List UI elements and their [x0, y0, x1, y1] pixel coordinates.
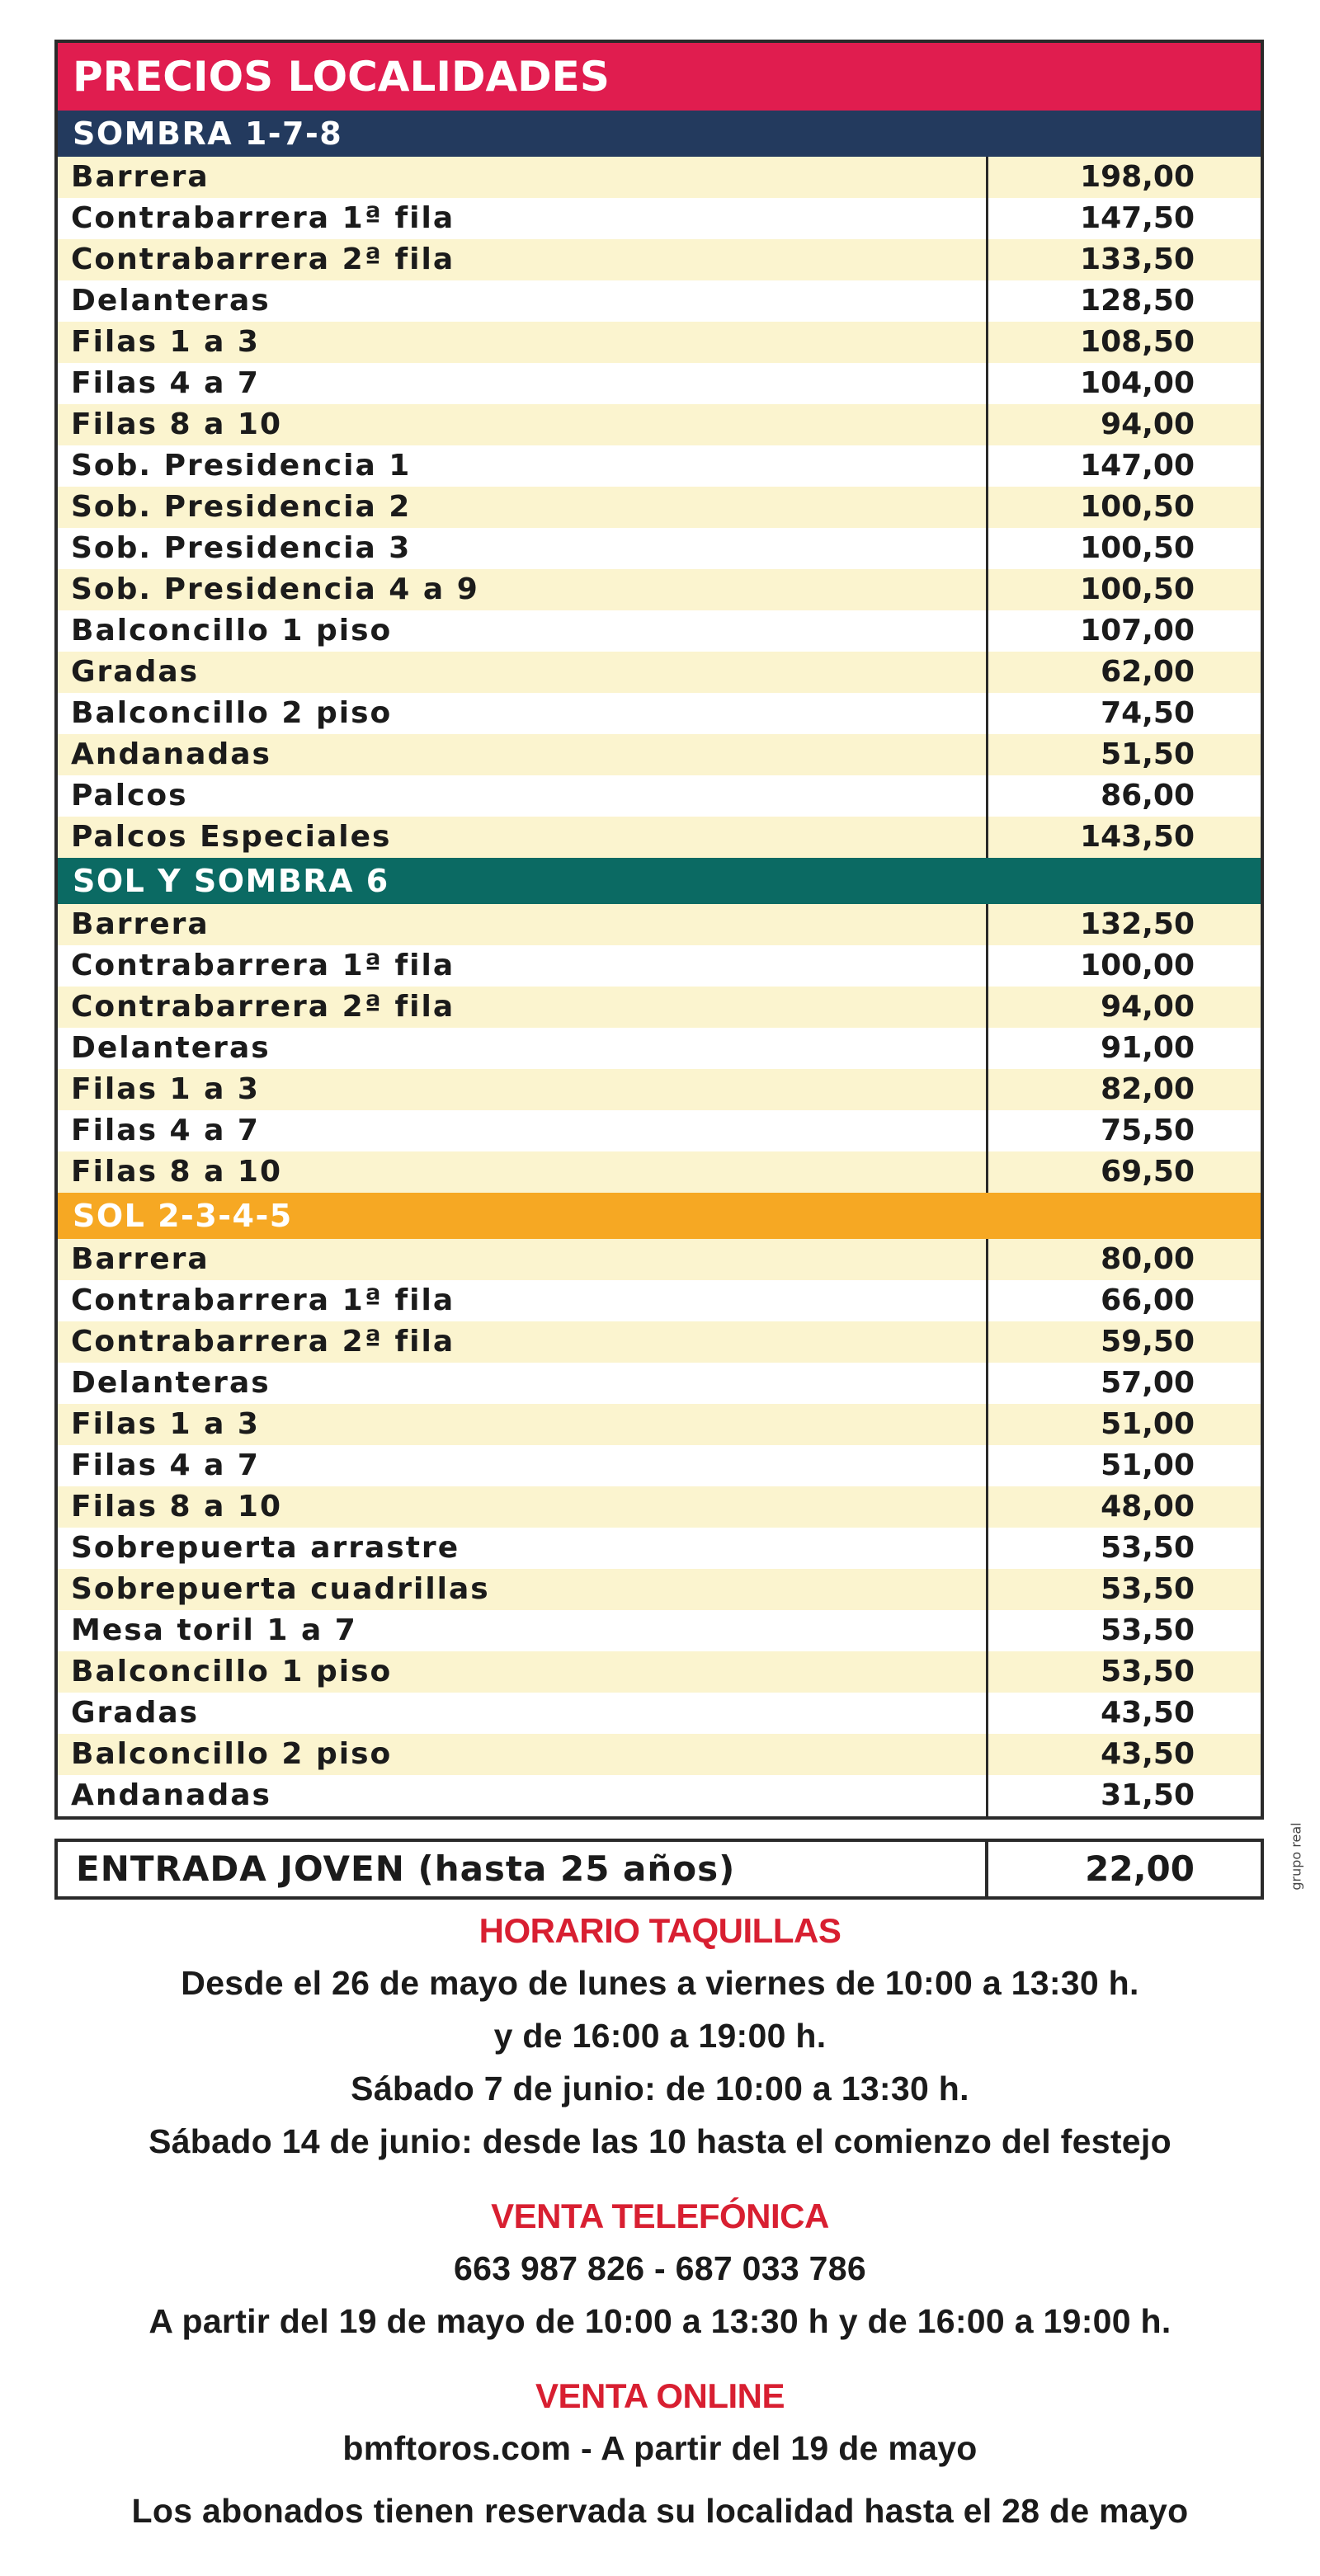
seat-price: 74,50 [1101, 696, 1195, 730]
seat-type: Sob. Presidencia 1 [58, 445, 988, 487]
price-row [58, 1110, 1261, 1151]
seat-type: Contrabarrera 1ª fila [58, 945, 988, 987]
side-credit [1284, 1811, 1308, 1901]
seat-type: Sobrepuerta cuadrillas [58, 1569, 988, 1610]
seat-type: Filas 1 a 3 [58, 322, 988, 363]
sales-info [0, 1905, 1320, 2537]
price-row [58, 945, 1261, 987]
price-row [58, 1280, 1261, 1321]
seat-price: 43,50 [1101, 1737, 1195, 1771]
seat-type: Delanteras [58, 280, 988, 322]
seat-price: 100,50 [1080, 531, 1195, 565]
seat-price: 66,00 [1101, 1283, 1195, 1317]
table-body [58, 111, 1261, 1816]
price-row [58, 1775, 1261, 1816]
seat-price: 51,00 [1101, 1407, 1195, 1441]
phone-sales-heading: VENTA TELEFÓNICA [491, 2197, 829, 2235]
price-row [58, 528, 1261, 569]
price-row [58, 1151, 1261, 1193]
seat-price: 100,00 [1080, 949, 1195, 982]
seat-type: Contrabarrera 2ª fila [58, 239, 988, 280]
seat-price: 82,00 [1101, 1072, 1195, 1106]
seat-type: Mesa toril 1 a 7 [58, 1610, 988, 1651]
seat-price: 147,00 [1080, 449, 1195, 483]
price-row [58, 1321, 1261, 1363]
price-row [58, 1445, 1261, 1486]
price-row [58, 1028, 1261, 1069]
price-row [58, 1610, 1261, 1651]
seat-price: 198,00 [1080, 160, 1195, 194]
seat-type: Sob. Presidencia 4 a 9 [58, 569, 988, 610]
phone-numbers: 663 987 826 - 687 033 786 [454, 2249, 866, 2287]
seat-type: Sobrepuerta arrastre [58, 1528, 988, 1569]
seat-type: Sob. Presidencia 3 [58, 528, 988, 569]
seat-price: 53,50 [1101, 1572, 1195, 1606]
price-row [58, 1693, 1261, 1734]
seat-price: 75,50 [1101, 1114, 1195, 1147]
price-row [58, 652, 1261, 693]
price-row [58, 904, 1261, 945]
price-row [58, 1239, 1261, 1280]
subscriber-note: Los abonados tienen reservada su localidad hasta el 28 de mayo [131, 2492, 1189, 2530]
price-row [58, 1651, 1261, 1693]
seat-type: Andanadas [58, 734, 988, 775]
seat-price: 31,50 [1101, 1778, 1195, 1812]
seat-price: 51,50 [1101, 737, 1195, 771]
seat-type: Filas 4 a 7 [58, 1110, 988, 1151]
box-office-heading: HORARIO TAQUILLAS [478, 1911, 842, 1950]
credit-text: grupo real [1288, 1822, 1304, 1891]
box-office-line: Desde el 26 de mayo de lunes a viernes de 10:00 a 13:30 h. [181, 1964, 1139, 2002]
seat-price: 107,00 [1080, 614, 1195, 648]
price-row [58, 775, 1261, 817]
seat-price: 132,50 [1080, 907, 1195, 941]
seat-price: 94,00 [1101, 407, 1195, 441]
price-row [58, 1734, 1261, 1775]
section-header: SOMBRA 1-7-8 [58, 111, 1261, 157]
seat-price: 100,50 [1080, 490, 1195, 524]
seat-type: Sob. Presidencia 2 [58, 487, 988, 528]
box-office-line: Sábado 14 de junio: desde las 10 hasta el comienzo del festejo [148, 2122, 1172, 2160]
seat-type: Filas 1 a 3 [58, 1404, 988, 1445]
price-row [58, 1404, 1261, 1445]
seat-price: 62,00 [1101, 655, 1195, 689]
seat-price: 128,50 [1080, 284, 1195, 318]
seat-price: 143,50 [1080, 820, 1195, 854]
price-row [58, 569, 1261, 610]
seat-price: 80,00 [1101, 1242, 1195, 1276]
seat-price: 53,50 [1101, 1655, 1195, 1688]
section-header: SOL 2-3-4-5 [58, 1193, 1261, 1239]
price-row [58, 239, 1261, 280]
seat-type: Filas 4 a 7 [58, 363, 988, 404]
seat-type: Balconcillo 1 piso [58, 1651, 988, 1693]
price-row [58, 734, 1261, 775]
price-row [58, 987, 1261, 1028]
seat-type: Contrabarrera 2ª fila [58, 987, 988, 1028]
price-row [58, 1069, 1261, 1110]
seat-price: 147,50 [1080, 201, 1195, 235]
price-row [58, 445, 1261, 487]
seat-price: 57,00 [1101, 1366, 1195, 1400]
seat-price: 91,00 [1101, 1031, 1195, 1065]
youth-ticket-label: ENTRADA JOVEN (hasta 25 años) [58, 1842, 988, 1896]
seat-type: Barrera [58, 157, 988, 198]
price-row [58, 487, 1261, 528]
seat-price: 59,50 [1101, 1325, 1195, 1359]
seat-price: 53,50 [1101, 1531, 1195, 1565]
seat-type: Gradas [58, 1693, 988, 1734]
seat-price: 51,00 [1101, 1448, 1195, 1482]
price-row [58, 363, 1261, 404]
seat-type: Delanteras [58, 1028, 988, 1069]
seat-type: Balconcillo 1 piso [58, 610, 988, 652]
section-header: SOL Y SOMBRA 6 [58, 858, 1261, 904]
seat-price: 94,00 [1101, 990, 1195, 1024]
seat-price: 43,50 [1101, 1696, 1195, 1730]
seat-type: Balconcillo 2 piso [58, 1734, 988, 1775]
price-row [58, 1363, 1261, 1404]
price-row [58, 1486, 1261, 1528]
youth-ticket-box [54, 1839, 1264, 1900]
box-office-line: y de 16:00 a 19:00 h. [493, 2017, 827, 2055]
price-row [58, 404, 1261, 445]
price-row [58, 693, 1261, 734]
seat-type: Palcos Especiales [58, 817, 988, 858]
price-row [58, 1528, 1261, 1569]
price-table [54, 40, 1264, 1820]
price-row [58, 1569, 1261, 1610]
seat-type: Gradas [58, 652, 988, 693]
seat-type: Barrera [58, 904, 988, 945]
price-row [58, 817, 1261, 858]
price-row [58, 610, 1261, 652]
seat-type: Filas 1 a 3 [58, 1069, 988, 1110]
phone-sales-hours: A partir del 19 de mayo de 10:00 a 13:30 h y de 16:00 a 19:00 h. [148, 2302, 1172, 2340]
seat-price: 133,50 [1080, 243, 1195, 276]
seat-price: 108,50 [1080, 325, 1195, 359]
seat-type: Delanteras [58, 1363, 988, 1404]
seat-type: Balconcillo 2 piso [58, 693, 988, 734]
seat-price: 100,50 [1080, 572, 1195, 606]
seat-type: Filas 4 a 7 [58, 1445, 988, 1486]
seat-type: Andanadas [58, 1775, 988, 1816]
seat-price: 104,00 [1080, 366, 1195, 400]
box-office-line: Sábado 7 de junio: de 10:00 a 13:30 h. [351, 2070, 969, 2107]
seat-type: Barrera [58, 1239, 988, 1280]
youth-ticket-price: 22,00 [1085, 1848, 1195, 1889]
table-title: PRECIOS LOCALIDADES [58, 43, 1261, 111]
seat-type: Filas 8 a 10 [58, 1486, 988, 1528]
online-sales-link[interactable]: bmftoros.com - A partir del 19 de mayo [342, 2429, 978, 2467]
seat-price: 48,00 [1101, 1490, 1195, 1523]
price-row [58, 280, 1261, 322]
seat-type: Contrabarrera 1ª fila [58, 1280, 988, 1321]
seat-price: 69,50 [1101, 1155, 1195, 1189]
seat-type: Contrabarrera 2ª fila [58, 1321, 988, 1363]
seat-type: Contrabarrera 1ª fila [58, 198, 988, 239]
price-row [58, 322, 1261, 363]
seat-type: Filas 8 a 10 [58, 1151, 988, 1193]
seat-type: Filas 8 a 10 [58, 404, 988, 445]
online-sales-heading: VENTA ONLINE [535, 2376, 785, 2415]
price-row [58, 157, 1261, 198]
price-row [58, 198, 1261, 239]
seat-type: Palcos [58, 775, 988, 817]
seat-price: 86,00 [1101, 779, 1195, 812]
seat-price: 53,50 [1101, 1613, 1195, 1647]
